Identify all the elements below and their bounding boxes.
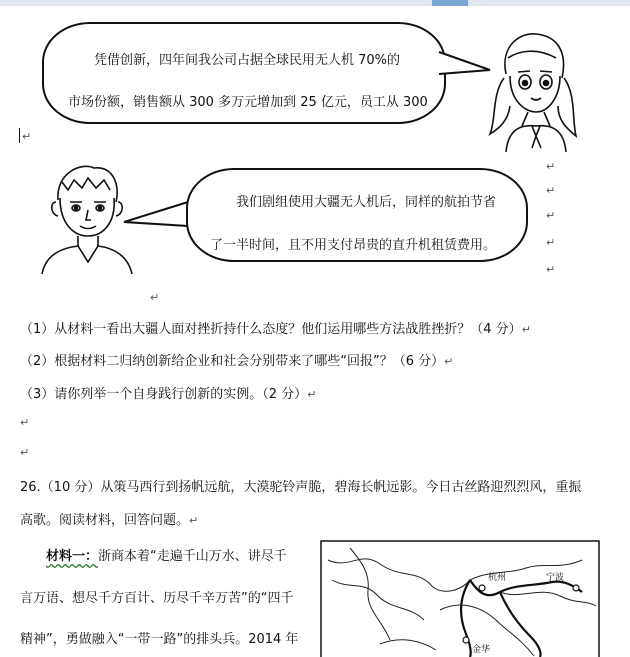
- question-1-text: （1）从材料一看出大疆人面对挫折持什么态度？他们运用哪些方法战胜挫折？（4 分）: [20, 322, 522, 337]
- paragraph-mark: ↵: [150, 291, 160, 304]
- material-1-label: 材料一：: [46, 549, 99, 564]
- material-1-line3: 精神”，勇做融入“一带一路”的排头兵。2014 年: [20, 632, 299, 647]
- paragraph-mark: ↵: [20, 416, 30, 429]
- paragraph-mark: ↵: [444, 355, 454, 368]
- paragraph-mark: ↵: [22, 130, 32, 143]
- text-cursor: [19, 128, 20, 143]
- question-3: [20, 383, 316, 402]
- bubble-bottom-tail: [120, 196, 190, 236]
- paragraph-mark: ↵: [20, 446, 30, 459]
- question-26-line2: [20, 509, 198, 528]
- material-1-line1: [46, 545, 287, 564]
- question-2: [20, 350, 453, 369]
- paragraph-mark: ↵: [546, 236, 556, 249]
- paragraph-mark: ↵: [546, 263, 556, 276]
- map-figure: [320, 540, 600, 657]
- toolbar-marker: [432, 0, 468, 6]
- paragraph-mark: ↵: [189, 514, 199, 527]
- map-label-city2: 宁波: [546, 573, 565, 583]
- top-toolbar-strip: [0, 0, 630, 6]
- material-1-line2: 言万语、想尽千方百计、历尽千辛万苦”的“四千: [20, 591, 294, 606]
- question-26-line1: 26.（10 分）从策马西行到扬帆远航，大漠驼铃声脆，碧海长帆远影。今日古丝路迎烈烈风，重振: [20, 480, 582, 495]
- map-label-city3: 金华: [472, 645, 491, 655]
- paragraph-mark: ↵: [546, 160, 556, 173]
- material-1-line1-text: 浙商本着“走遍千山万水、讲尽千: [98, 549, 287, 564]
- paragraph-mark: ↵: [546, 184, 556, 197]
- question-3-text: （3）请你列举一个自身践行创新的实例。（2 分）: [20, 387, 308, 402]
- girl-illustration: [486, 28, 578, 152]
- question-26-line2-text: 高歌。阅读材料，回答问题。: [20, 513, 190, 528]
- bubble-top-line1: 凭借创新，四年间我公司占据全球民用无人机 70%的: [94, 53, 401, 68]
- paragraph-mark: ↵: [521, 323, 531, 336]
- speech-bubble-top: [42, 22, 446, 124]
- question-2-text: （2）根据材料二归纳创新给企业和社会分别带来了哪些“回报”？（6 分）: [20, 354, 445, 369]
- bubble-top-line2: 市场份额，销售额从 300 多万元增加到 25 亿元，员工从 300: [68, 95, 428, 110]
- speech-bubble-bottom: [186, 168, 528, 262]
- bubble-bottom-line1-text: 我们剧组使用大疆无人机后，同样的航拍节省: [236, 195, 497, 210]
- bubble-bottom-line2: 了一半时间，且不用支付昂贵的直升机租赁费用。: [210, 238, 497, 253]
- map-label-city1: 杭州: [488, 573, 507, 583]
- question-1: [20, 318, 531, 337]
- paragraph-mark: ↵: [546, 209, 556, 222]
- paragraph-mark: ↵: [307, 388, 317, 401]
- bubble-bottom-line1: [236, 191, 496, 210]
